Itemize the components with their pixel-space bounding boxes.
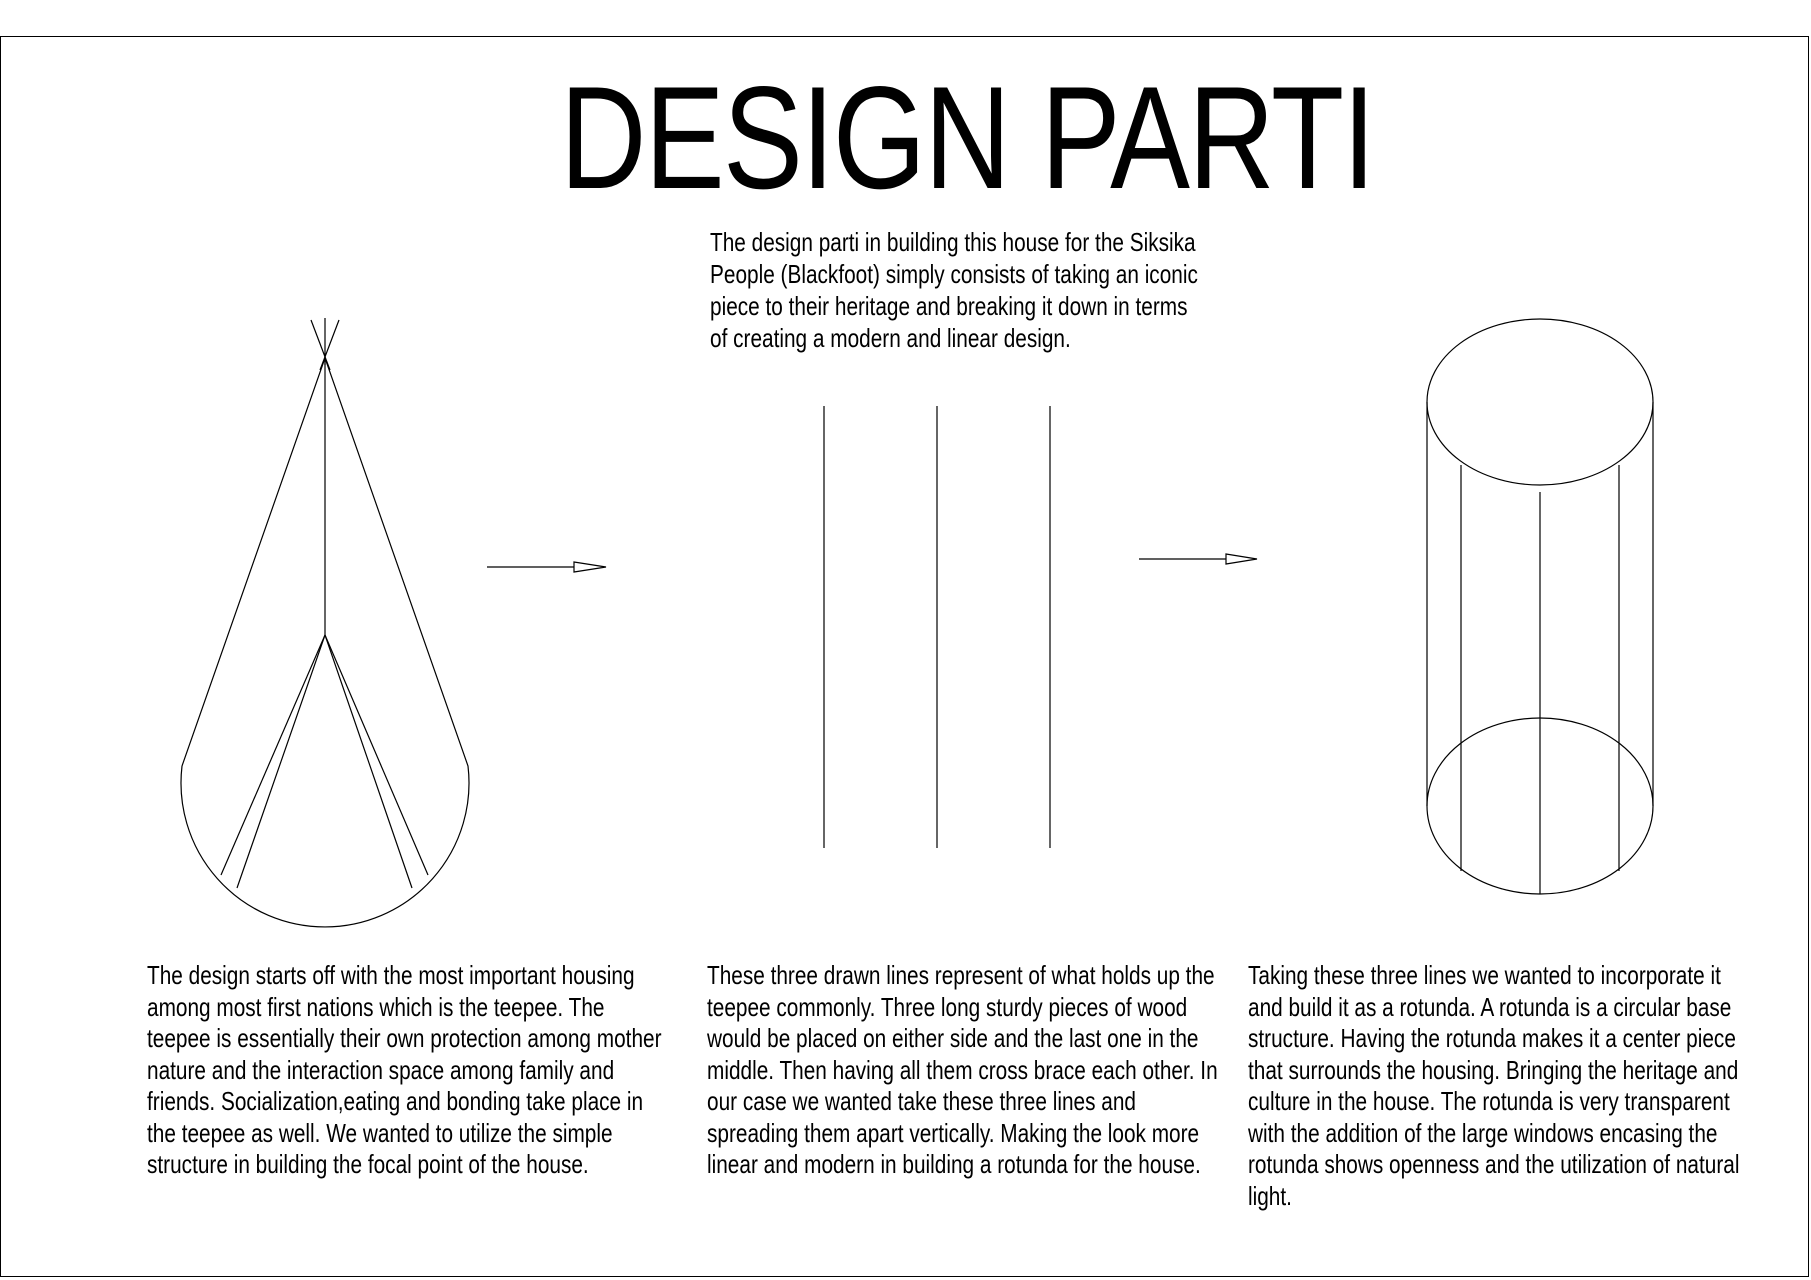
page-title: DESIGN PARTI: [560, 56, 1375, 219]
rotunda-top: [1427, 319, 1653, 485]
lines-description: These three drawn lines represent of what holds up the teepee commonly. Three long sturdy pieces of wood would be placed on either side and the last one in the middle. Then having all them cross brace each other. In our case we wanted take these three lines and spreading them apart vertically. Making the look more linear and modern in building a rotunda for the house.: [707, 960, 1218, 1179]
arrow-icon: [1139, 554, 1257, 564]
teepee-door-outer-left: [221, 635, 325, 875]
teepee-pole-left: [311, 320, 330, 370]
intro-text: The design parti in building this house for the Siksika People (Blackfoot) simply consists of taking an iconic piece to their heritage and breaking it down in terms of creating a modern and linear design.: [710, 227, 1198, 353]
teepee-door-outer-right: [325, 635, 428, 875]
rotunda-description: Taking these three lines we wanted to incorporate it and build it as a rotunda. A rotunda is a circular base structure. Having the rotunda makes it a center piece that surrounds the housing. Bringing the heritage and culture in the house. The rotunda is very transparent with the addition of the large windows encasing the rotunda shows openness and the utilization of natural light.: [1248, 960, 1740, 1211]
teepee-pole-right: [320, 320, 339, 370]
arrow-icon: [487, 562, 606, 572]
teepee-description: The design starts off with the most important housing among most first nations which is the teepee. The teepee is essentially their own protection among mother nature and the interaction space among family and friends. Socialization,eating and bonding take place in the teepee as well. We wanted to utilize the simple structure in building the focal point of the house.: [147, 960, 662, 1179]
teepee-door-inner-right: [325, 635, 412, 888]
teepee-door-inner-left: [237, 635, 325, 888]
teepee-drawing: [181, 318, 469, 927]
three-lines-drawing: [824, 406, 1050, 848]
rotunda-drawing: [1427, 319, 1653, 894]
